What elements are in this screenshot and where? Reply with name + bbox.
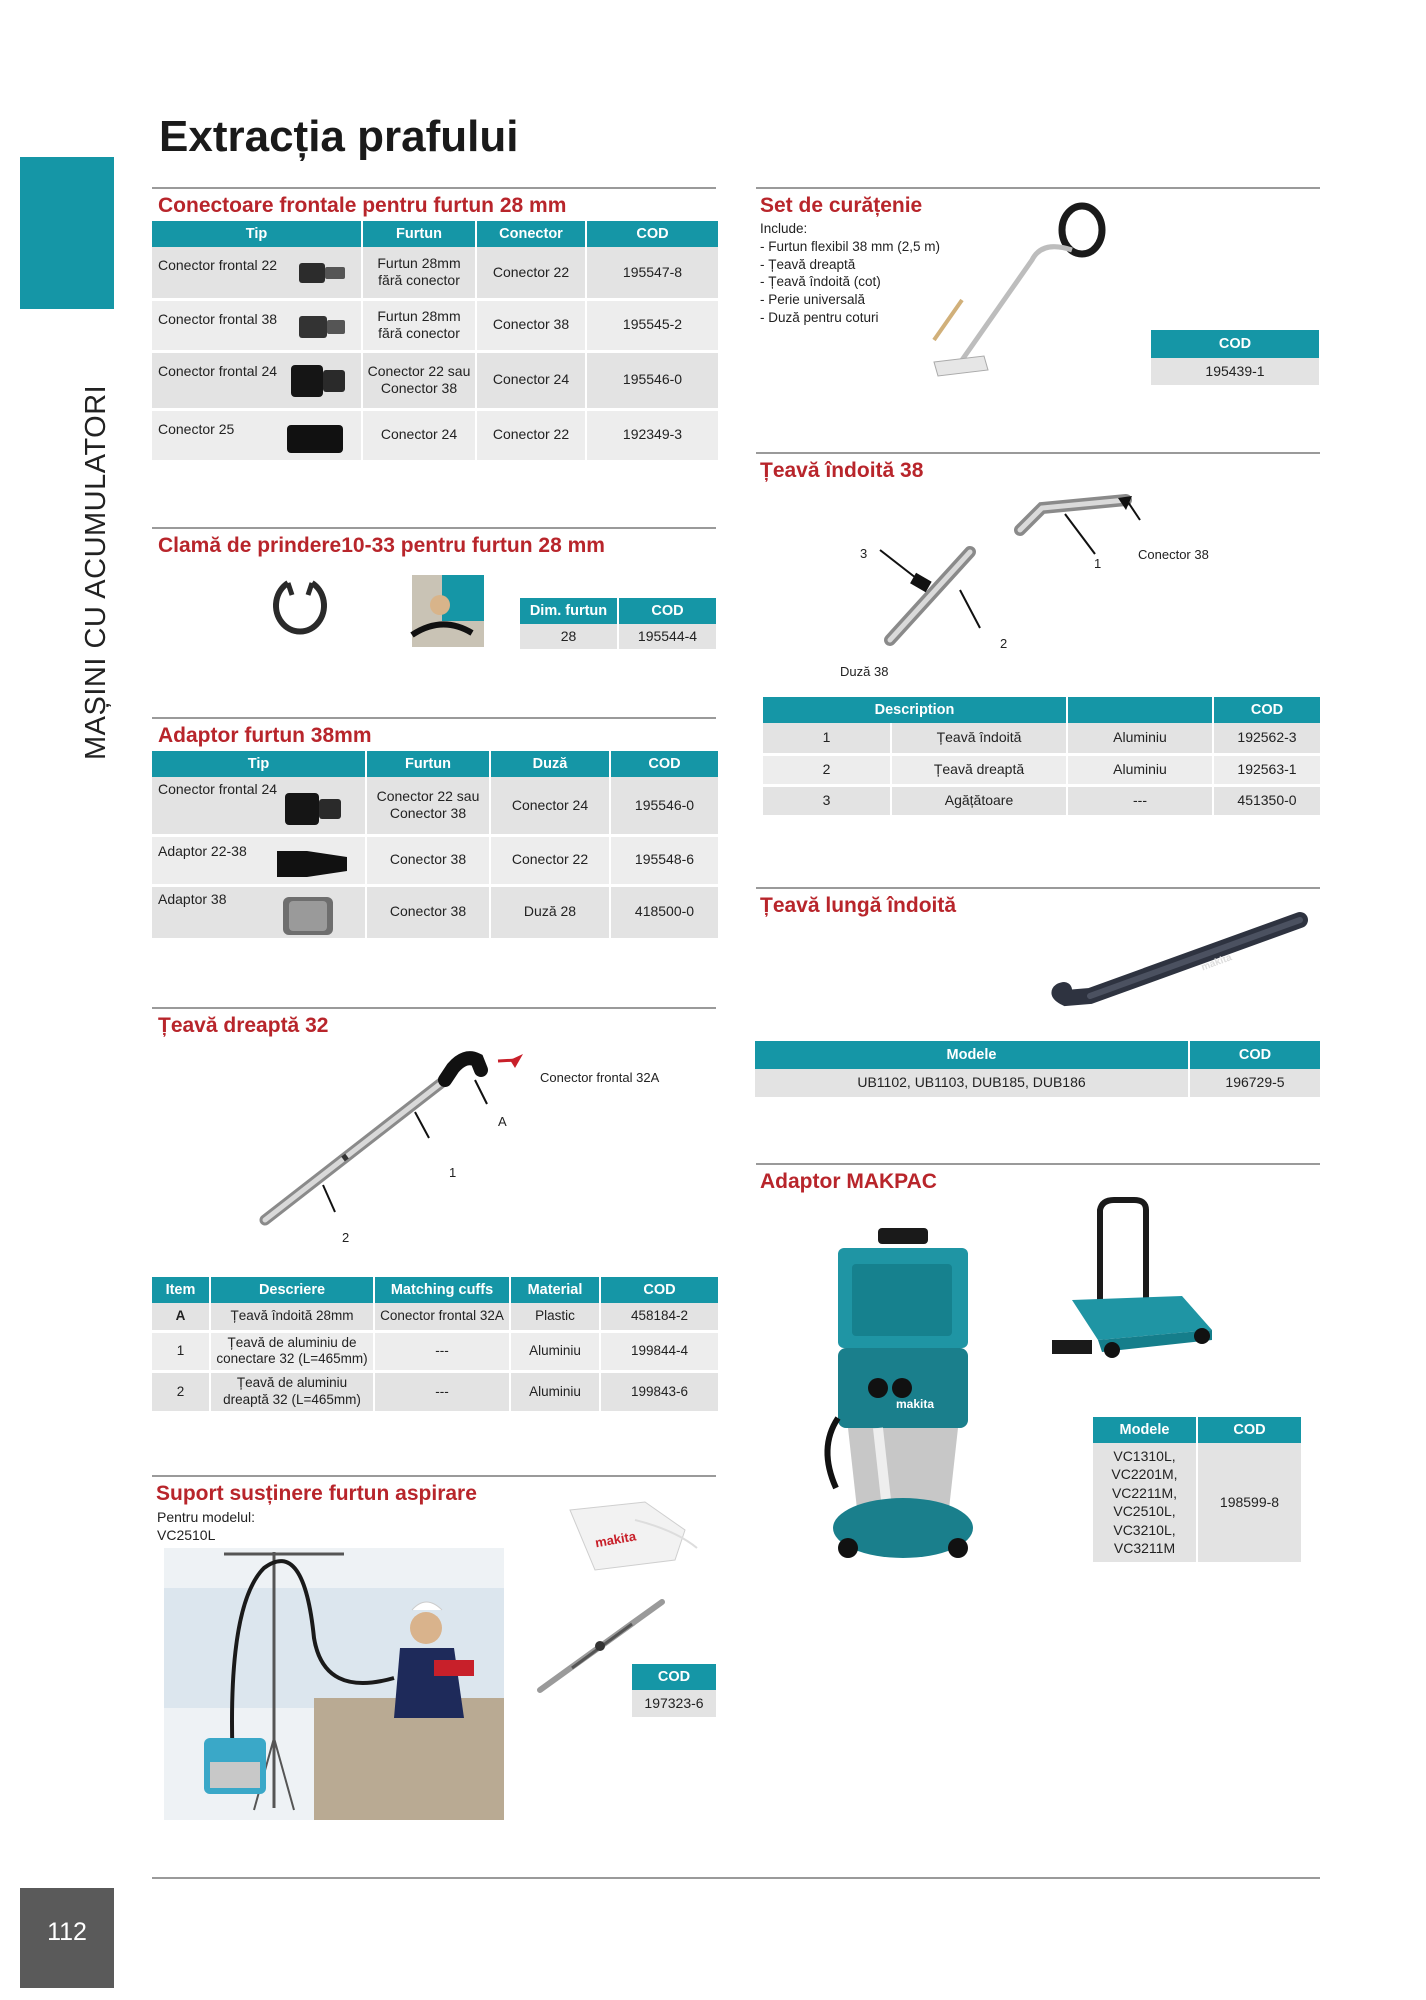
table-cell: 195547-8: [586, 247, 718, 299]
col-header: Furtun: [362, 221, 476, 247]
model-item: VC3210L,: [1113, 1521, 1176, 1538]
table-cell: [152, 835, 366, 885]
table-cell: 192562-3: [1213, 723, 1320, 754]
support-title: Suport susținere furtun aspirare: [156, 1482, 477, 1505]
side-category-label: MAȘINI CU ACUMULATORI: [80, 384, 112, 760]
table-cell: 197323-6: [632, 1690, 716, 1718]
table-cell: 195545-2: [586, 299, 718, 351]
page-number: 112: [47, 1918, 87, 1946]
table-cell: Conector 22 sau Conector 38: [362, 351, 476, 409]
table-row: [152, 1372, 718, 1413]
table-cell: 192349-3: [586, 409, 718, 461]
col-header: COD: [632, 1664, 716, 1690]
callout-label-3: 3: [860, 546, 868, 561]
table-cell: Conector 22: [476, 409, 586, 461]
table-cell: 195546-0: [610, 777, 718, 835]
clamp-table: [520, 598, 716, 652]
include-item: - Furtun flexibil 38 mm (2,5 m): [760, 238, 941, 254]
side-tab-accent: [20, 157, 114, 309]
makpac-adapter-image: [1042, 1200, 1222, 1380]
connector-image: [287, 423, 347, 455]
col-header: COD: [610, 751, 718, 777]
section-divider: [152, 1007, 716, 1009]
col-header: COD: [1151, 330, 1319, 358]
col-header: Tip: [152, 221, 362, 247]
makpac-title: Adaptor MAKPAC: [760, 1170, 937, 1193]
table-cell: UB1102, UB1103, DUB185, DUB186: [755, 1069, 1189, 1098]
cleaning-set-title: Set de curățenie: [760, 194, 923, 217]
table-cell: 195439-1: [1151, 358, 1319, 386]
table-cell: [152, 247, 362, 299]
col-header: Modele: [755, 1041, 1189, 1069]
table-cell: ---: [374, 1331, 510, 1372]
table-cell: 199843-6: [600, 1372, 718, 1413]
table-cell: 1: [763, 723, 891, 754]
table-header-row: [152, 221, 718, 247]
table-cell: 451350-0: [1213, 785, 1320, 816]
callout-label-a: A: [498, 1114, 507, 1129]
col-header: COD: [586, 221, 718, 247]
table-row: [152, 299, 718, 351]
table-cell: 195548-6: [610, 835, 718, 885]
table-cell: [152, 299, 362, 351]
col-header: Description: [763, 697, 1067, 723]
table-cell: 3: [763, 785, 891, 816]
table-cell: Duză 28: [490, 885, 610, 939]
table-cell: Conector 38: [476, 299, 586, 351]
section-divider: [152, 717, 716, 719]
callout-connector-38: Conector 38: [1138, 547, 1209, 562]
section-divider: [152, 1475, 716, 1477]
table-cell: [1093, 1443, 1197, 1563]
support-models-label: Pentru modelul:: [157, 1509, 256, 1525]
straight-pipe-table: [152, 1277, 718, 1414]
model-item: VC1310L,: [1113, 1448, 1176, 1464]
page-title: Extracția prafului: [159, 112, 519, 161]
model-item: VC2211M,: [1111, 1484, 1178, 1501]
table-cell: 2: [152, 1372, 210, 1413]
cell-text: Conector frontal 24: [158, 781, 278, 797]
col-header: Dim. furtun: [520, 598, 618, 624]
table-row: [1151, 358, 1319, 386]
table-cell: Plastic: [510, 1303, 600, 1331]
connector-image: [299, 313, 347, 341]
clamp-title: Clamă de prindere10-33 pentru furtun 28 mm: [158, 534, 605, 557]
col-header: COD: [1189, 1041, 1320, 1069]
section-divider: [152, 187, 716, 189]
adaptor-image: [277, 847, 349, 881]
connector-image: [291, 363, 347, 399]
col-header: COD: [1213, 697, 1320, 723]
callout-connector-32a: Conector frontal 32A: [540, 1070, 660, 1085]
bottom-divider: [152, 1877, 1320, 1879]
section-divider: [756, 1163, 1320, 1165]
table-row: [152, 351, 718, 409]
col-header: COD: [618, 598, 716, 624]
table-cell: Furtun 28mm fără conector: [362, 299, 476, 351]
col-header: [1067, 697, 1213, 723]
table-row: [763, 754, 1320, 785]
bent-pipe-title: Țeavă îndoită 38: [760, 459, 924, 482]
table-cell: Conector 22: [490, 835, 610, 885]
table-header-row: [152, 751, 718, 777]
table-row: [152, 885, 718, 939]
include-label: Include:: [760, 221, 808, 236]
section-divider: [152, 527, 716, 529]
table-row: [763, 723, 1320, 754]
table-row: [520, 624, 716, 650]
col-header: Descriere: [210, 1277, 374, 1303]
table-cell: [152, 777, 366, 835]
clamp-image: [270, 575, 330, 645]
cell-text: Adaptor 38: [158, 890, 227, 907]
table-row: [152, 409, 718, 461]
table-cell: 1: [152, 1331, 210, 1372]
model-item: VC2201M,: [1111, 1466, 1178, 1483]
table-cell: Țeavă îndoită: [891, 723, 1067, 754]
col-header: COD: [600, 1277, 718, 1303]
table-cell: [152, 351, 362, 409]
table-row: [152, 247, 718, 299]
col-header: Tip: [152, 751, 366, 777]
clamp-usage-photo: [412, 575, 484, 647]
table-cell: ---: [1067, 785, 1213, 816]
table-cell: 28: [520, 624, 618, 650]
table-cell: 418500-0: [610, 885, 718, 939]
col-header: Matching cuffs: [374, 1277, 510, 1303]
table-row: [763, 785, 1320, 816]
table-cell: Țeavă îndoită 28mm: [210, 1303, 374, 1331]
model-item: VC2510L,: [1113, 1503, 1176, 1520]
table-cell: Furtun 28mm fără conector: [362, 247, 476, 299]
include-item: - Duză pentru coturi: [760, 310, 879, 326]
table-header-row: [152, 1277, 718, 1303]
cell-text: Conector frontal 24: [158, 362, 278, 379]
connectors-table: [152, 221, 718, 463]
cell-text: Conector frontal 22: [158, 257, 278, 273]
adaptor-image: [285, 791, 345, 827]
table-cell: 195546-0: [586, 351, 718, 409]
table-cell: Conector frontal 32A: [374, 1303, 510, 1331]
table-cell: Aluminiu: [1067, 723, 1213, 754]
col-header: COD: [1197, 1417, 1301, 1443]
straight-pipe-diagram: [255, 1040, 555, 1240]
col-header: Modele: [1093, 1417, 1197, 1443]
table-cell: Conector 22: [476, 247, 586, 299]
adaptor-image: [281, 895, 337, 937]
table-cell: ---: [374, 1372, 510, 1413]
col-header: Furtun: [366, 751, 490, 777]
section-divider: [756, 187, 1320, 189]
long-pipe-image: [1050, 900, 1320, 1010]
table-cell: [152, 885, 366, 939]
adaptor-title: Adaptor furtun 38mm: [158, 724, 372, 747]
table-cell: [152, 409, 362, 461]
col-header: Item: [152, 1277, 210, 1303]
table-row: [755, 1069, 1320, 1098]
long-pipe-title: Țeavă lungă îndoită: [760, 894, 957, 917]
section-divider: [756, 452, 1320, 454]
table-cell: Agățătoare: [891, 785, 1067, 816]
makpac-table: [1093, 1417, 1301, 1565]
table-row: [152, 835, 718, 885]
callout-nozzle-38: Duză 38: [840, 664, 889, 679]
table-row: [632, 1690, 716, 1718]
cleaning-set-includes: [760, 220, 940, 327]
callout-label-1: 1: [449, 1165, 457, 1180]
table-cell: Aluminiu: [1067, 754, 1213, 785]
table-cell: 198599-8: [1197, 1443, 1301, 1563]
makita-logo-pipe: makita: [1199, 952, 1234, 974]
table-cell: 195544-4: [618, 624, 716, 650]
callout-label-2: 2: [342, 1230, 350, 1245]
table-cell: 199844-4: [600, 1331, 718, 1372]
support-usage-photo: [164, 1548, 504, 1820]
support-bag-image: [565, 1500, 705, 1572]
table-row: [152, 1331, 718, 1372]
table-cell: Aluminiu: [510, 1331, 600, 1372]
table-cell: 196729-5: [1189, 1069, 1320, 1098]
vacuum-cleaner-image: [818, 1228, 988, 1568]
table-row: [152, 1303, 718, 1331]
col-header: Conector: [476, 221, 586, 247]
model-item: VC3211M: [1113, 1540, 1176, 1557]
table-cell: Conector 24: [362, 409, 476, 461]
col-header: Material: [510, 1277, 600, 1303]
bent-pipe-diagram: [850, 490, 1170, 660]
include-item: - Țeavă dreaptă: [760, 256, 856, 272]
include-item: - Perie universală: [760, 292, 866, 308]
cleaning-set-image: [922, 200, 1108, 380]
table-cell: Conector 22 sau Conector 38: [366, 777, 490, 835]
cleaning-set-table: [1151, 330, 1319, 388]
col-header: Duză: [490, 751, 610, 777]
connector-image: [299, 259, 347, 287]
table-cell: Țeavă de aluminiu de conectare 32 (L=465mm): [210, 1331, 374, 1372]
bent-pipe-table: [763, 697, 1320, 818]
adaptor-table: [152, 751, 718, 941]
cell-text: Adaptor 22-38: [158, 842, 247, 859]
makita-logo-vacuum: makita: [896, 1397, 935, 1411]
makita-logo-bag: makita: [593, 1528, 638, 1551]
support-table: [632, 1664, 716, 1720]
table-cell: 458184-2: [600, 1303, 718, 1331]
table-cell: Aluminiu: [510, 1372, 600, 1413]
table-cell: Conector 38: [366, 885, 490, 939]
callout-label-2: 2: [1000, 636, 1008, 651]
table-cell: Conector 38: [366, 835, 490, 885]
table-row: [1093, 1443, 1301, 1563]
table-cell: Conector 24: [490, 777, 610, 835]
cell-text: Conector frontal 38: [158, 310, 278, 327]
table-cell: Țeavă de aluminiu dreaptă 32 (L=465mm): [210, 1372, 374, 1413]
include-item: - Țeavă îndoită (cot): [760, 274, 881, 290]
table-cell: Țeavă dreaptă: [891, 754, 1067, 785]
support-model: VC2510L: [157, 1527, 216, 1543]
table-cell: 192563-1: [1213, 754, 1320, 785]
connectors-title: Conectoare frontale pentru furtun 28 mm: [158, 194, 567, 217]
callout-label-1: 1: [1094, 556, 1102, 571]
long-pipe-table: [755, 1041, 1320, 1100]
table-row: [152, 777, 718, 835]
section-divider: [756, 887, 1320, 889]
table-header-row: [763, 697, 1320, 723]
cell-text: Conector 25: [158, 420, 235, 437]
table-cell: Conector 24: [476, 351, 586, 409]
straight-pipe-title: Țeavă dreaptă 32: [158, 1014, 329, 1037]
table-cell: 2: [763, 754, 891, 785]
table-cell: A: [152, 1303, 210, 1331]
